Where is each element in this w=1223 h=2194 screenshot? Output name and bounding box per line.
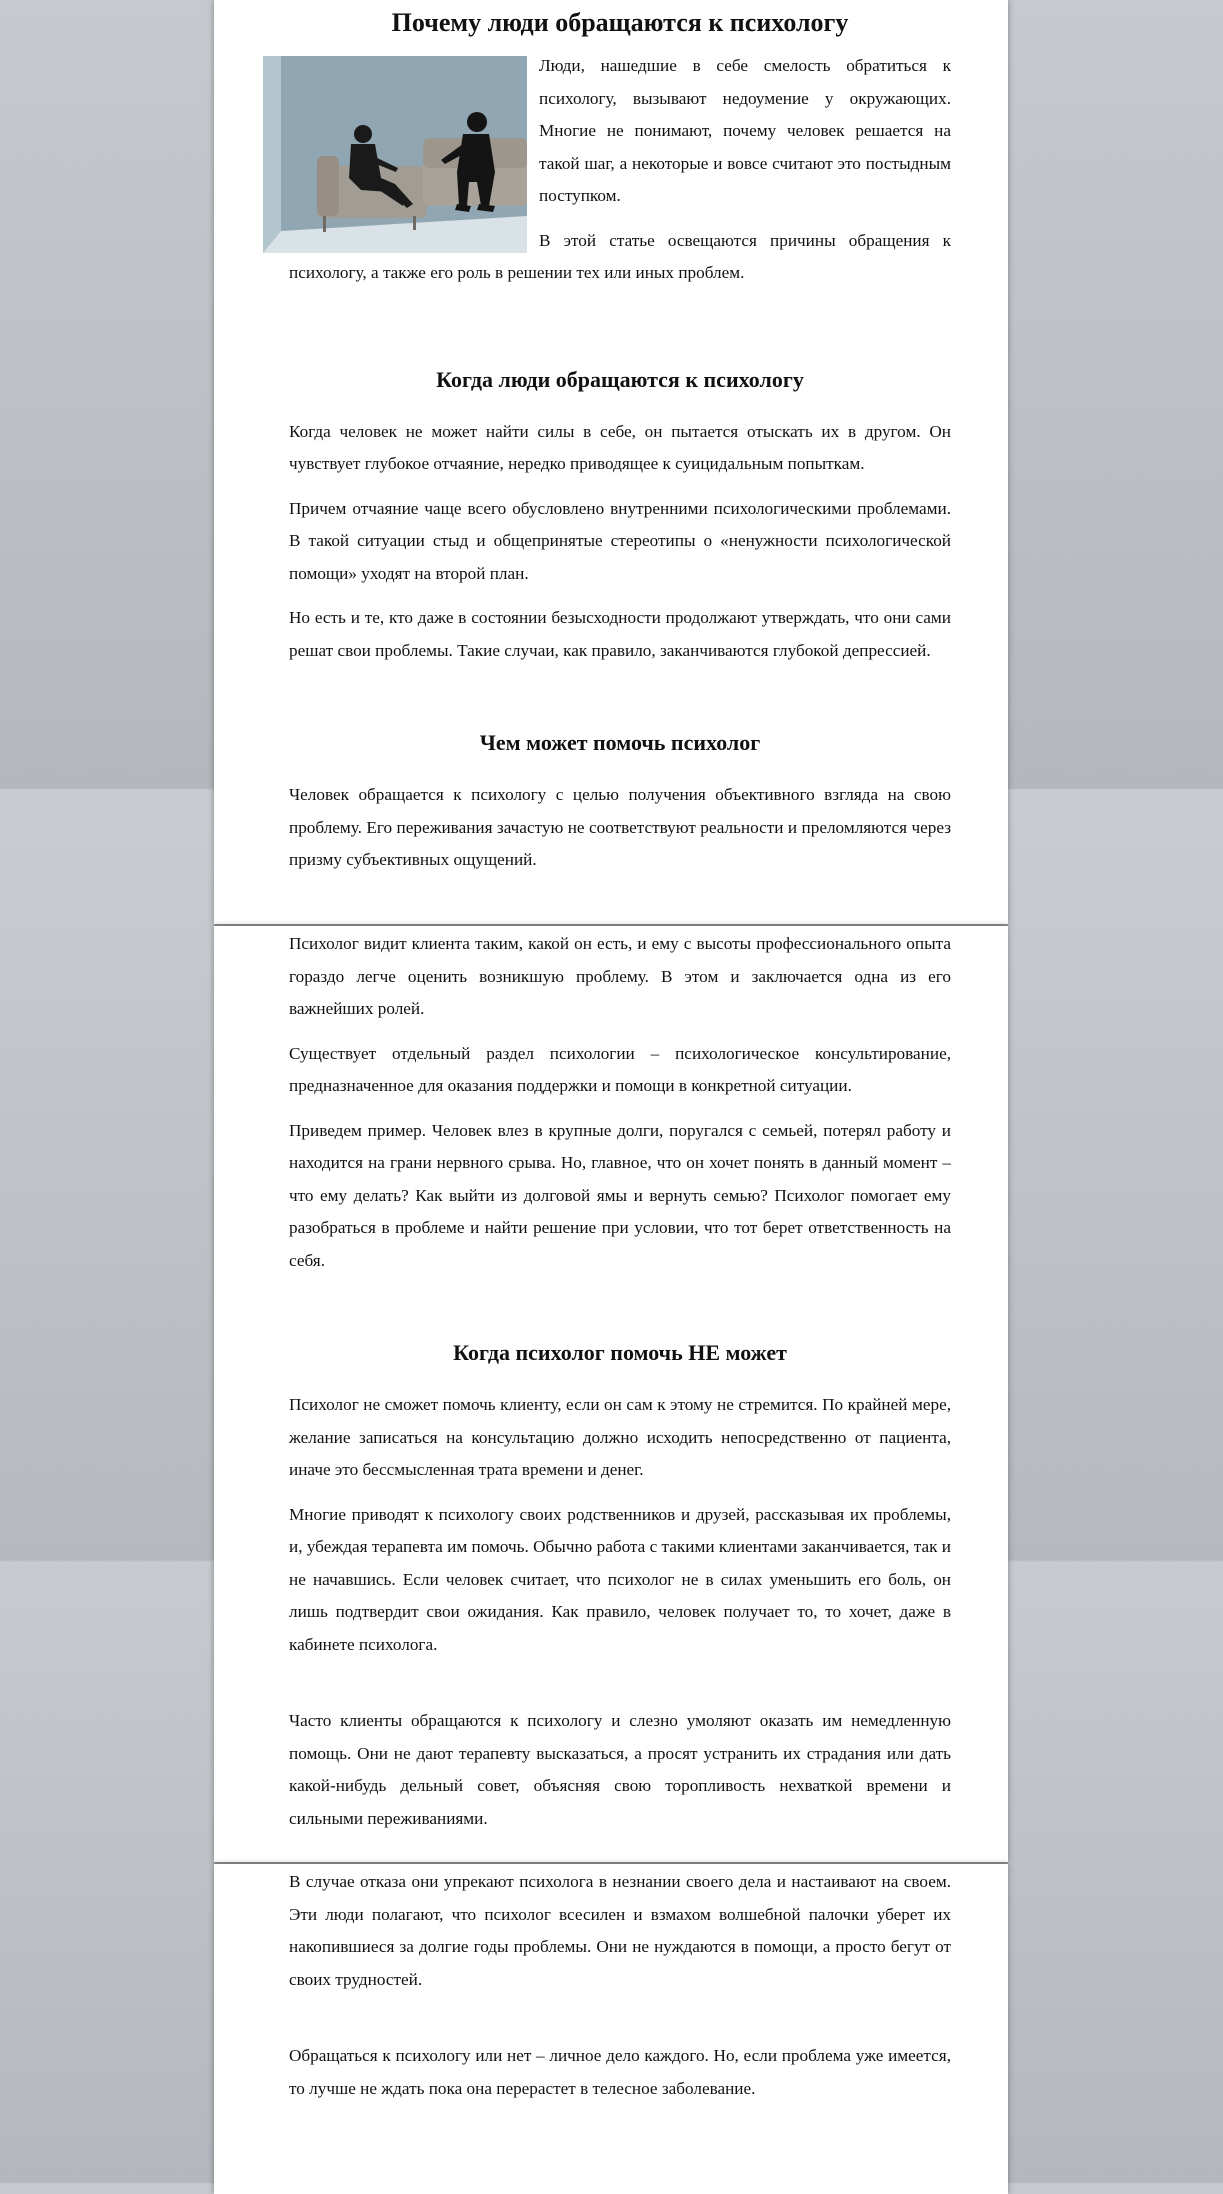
section-2-paragraph-3: Существует отдельный раздел психологии – психологическое консультирование, предназначенное для оказания поддержки и помощи в конкретной ситуации. bbox=[289, 1043, 951, 1095]
page-2[interactable] bbox=[214, 926, 1008, 1862]
section-1-paragraph-3: Но есть и те, кто даже в состоянии безысходности продолжают утверждать, что они сами решат свои проблемы. Такие случаи, как правило, заканчиваются глубокой депрессией. bbox=[289, 608, 951, 660]
section-2-paragraph-4: Приведем пример. Человек влез в крупные долги, поругался с семьей, потерял работу и находится на грани нервного срыва. Но, главное, что он хочет понять в данный момент – что ему делать? Как выйти из долговой ямы и вернуть семью? Психолог помогает ему разобраться в проблеме и найти решение при условии, что тот берет ответственность на себя. bbox=[289, 1120, 951, 1270]
section-2-heading: Чем может помочь психолог bbox=[479, 730, 761, 755]
section-2-paragraph-1: Человек обращается к психологу с целью получения объективного взгляда на свою проблему. Его переживания зачастую не соответствуют реальности и преломляются через призму субъективных ощущений. bbox=[289, 785, 951, 869]
section-3-paragraph-2: Многие приводят к психологу своих родственников и друзей, рассказывая их проблемы, и, убеждая терапевта им помочь. Обычно работа с такими клиентами заканчивается, так и не начавшись. Если человек считает, что психолог не в силах уменьшить его боль, он лишь подтвердит свои ожидания. Как правило, человек получает то, то хочет, даже в кабинете психолога. bbox=[289, 1504, 951, 1654]
section-2-paragraph-2: Психолог видит клиента таким, какой он есть, и ему с высоты профессионального опыта гораздо легче оценить возникшую проблему. В этом и заключается одна из его важнейших ролей. bbox=[289, 934, 951, 1018]
section-3-paragraph-1: Психолог не сможет помочь клиенту, если он сам к этому не стремится. По крайней мере, желание записаться на консультацию должно исходить непосредственно от пациента, иначе это бессмысленная трата времени и денег. bbox=[289, 1395, 951, 1479]
intro-paragraph-2: В этой статье освещаются причины обращения к психологу, а также его роль в решении тех или иных проблем. bbox=[289, 230, 951, 282]
page-2-content bbox=[289, 928, 951, 1835]
section-1-heading: Когда люди обращаются к психологу bbox=[436, 366, 804, 392]
document-title: Почему люди обращаются к психологу bbox=[391, 8, 849, 37]
section-3-paragraph-3: Часто клиенты обращаются к психологу и слезно умоляют оказать им немедленную помощь. Они не дают терапевту высказаться, а просят устранить их страдания или дать какой-нибудь дельный совет, объясняя свою торопливость нехваткой времени и сильными переживаниями. bbox=[289, 1711, 951, 1828]
page-1[interactable] bbox=[214, 0, 1008, 924]
section-1-paragraph-1: Когда человек не может найти силы в себе, он пытается отыскать их в другом. Он чувствует глубокое отчаяние, нередко приводящее к суицидальным попыткам. bbox=[289, 421, 951, 473]
therapy-session-illustration bbox=[263, 56, 527, 253]
conclusion-paragraph: Обращаться к психологу или нет – личное дело каждого. Но, если проблема уже имеется, то лучше не ждать пока она перерастет в телесное заболевание. bbox=[289, 2046, 951, 2098]
page-3[interactable] bbox=[214, 1864, 1008, 2194]
intro-paragraph-1: Люди, нашедшие в себе смелость обратиться к психологу, вызывают недоумение у окружающих. Многие не понимают, почему человек решается на такой шаг, а некоторые и вовсе считают это постыдным поступком. bbox=[539, 56, 951, 205]
section-1-paragraph-2: Причем отчаяние чаще всего обусловлено внутренними психологическими проблемами. В такой ситуации стыд и общепринятые стереотипы о «ненужности психологической помощи» уходят на второй план. bbox=[289, 498, 951, 583]
section-3-paragraph-4: В случае отказа они упрекают психолога в незнании своего дела и настаивают на своем. Эти люди полагают, что психолог всесилен и взмахом волшебной палочки уберет их накопившиеся за долгие годы проблемы. Они не нуждаются в помощи, а просто бегут от своих трудностей. bbox=[289, 1872, 951, 1989]
section-3-heading: Когда психолог помочь НЕ может bbox=[453, 1340, 787, 1365]
page-1-content bbox=[289, 8, 951, 877]
page-3-content bbox=[289, 1866, 951, 2105]
